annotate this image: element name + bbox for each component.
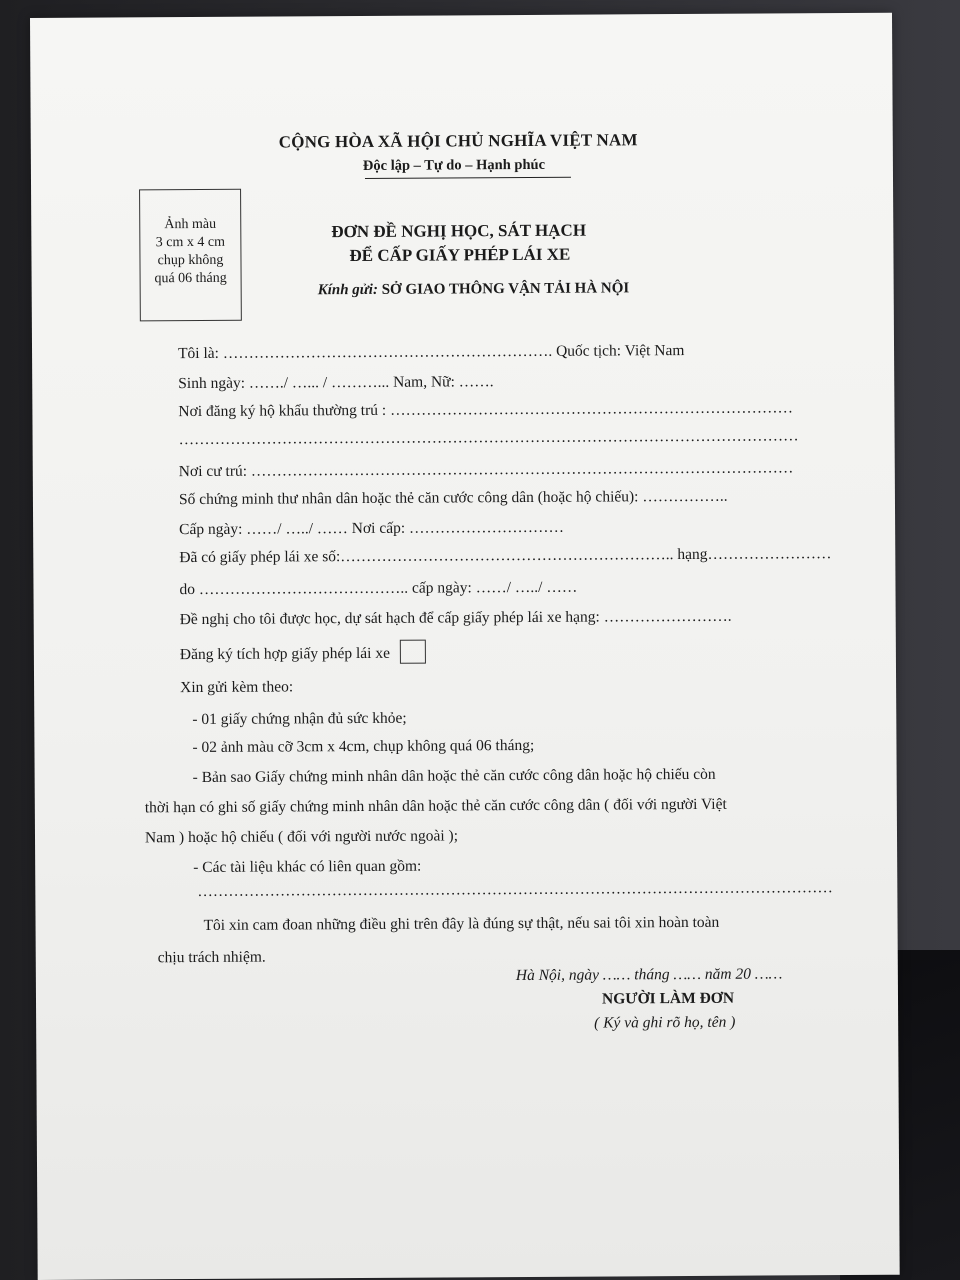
integrate-license-row (180, 640, 426, 666)
application-form-paper (30, 13, 900, 1280)
motto-underline (365, 177, 571, 179)
national-motto: Độc lập – Tự do – Hạnh phúc (362, 156, 546, 174)
form-title-line1: ĐƠN ĐỀ NGHỊ HỌC, SÁT HẠCH (331, 220, 587, 242)
field-birthdate-gender[interactable]: Sinh ngày: ……./ …... / ………... Nam, Nữ: ……. (178, 373, 494, 393)
field-name-nationality[interactable]: Tôi là: ………………………………………………………. Quốc tịch: Việt Nam (178, 342, 685, 363)
field-existing-license[interactable]: Đã có giấy phép lái xe số:……………………………………………………….. hạng…………………… (179, 545, 832, 567)
attachment-item-id-copy-line1: - Bản sao Giấy chứng minh nhân dân hoặc thẻ căn cước công dân hoặc hộ chiếu còn (192, 765, 716, 787)
field-license-issuer-date[interactable]: do ………………………………….. cấp ngày: ……/ …../ …… (179, 578, 578, 599)
attachment-item-id-copy-line2: thời hạn có ghi số giấy chứng minh nhân dân hoặc thẻ căn cước công dân ( đối với người Việt (144, 795, 727, 817)
field-other-docs[interactable]: …………………………………………………………………………………………………………… (197, 879, 833, 900)
attachment-item-id-copy-line3: Nam ) hoặc hộ chiếu ( đối với người nước ngoài ); (144, 827, 459, 847)
field-requested-license-class[interactable]: Đề nghị cho tôi được học, dự sát hạch để cấp giấy phép lái xe hạng: ……………………. (179, 607, 732, 629)
photo-line: chụp không (157, 252, 224, 269)
form-title-line2: ĐỂ CẤP GIẤY PHÉP LÁI XE (349, 244, 571, 266)
field-id-issue-date-place[interactable]: Cấp ngày: ……/ …../ …… Nơi cấp: ………………………… (179, 518, 565, 539)
recipient-name: SỞ GIAO THÔNG VẬN TẢI HÀ NỘI (381, 280, 630, 298)
field-current-residence[interactable]: Nơi cư trú: …………………………………………………………………………………………… (178, 459, 794, 481)
declaration-line1: Tôi xin cam đoan những điều ghi trên đây là đúng sự thật, nếu sai tôi xin hoàn toàn (203, 913, 720, 934)
signature-note: ( Ký và ghi rõ họ, tên ) (594, 1013, 736, 1032)
attachment-item-photos: - 02 ảnh màu cỡ 3cm x 4cm, chụp không quá 06 tháng; (192, 736, 535, 757)
field-id-number[interactable]: Số chứng minh thư nhân dân hoặc thẻ căn cước công dân (hoặc hộ chiếu): …………….. (178, 487, 728, 509)
photo-line: quá 06 tháng (154, 270, 227, 287)
photo-line: Ảnh màu (164, 216, 217, 233)
attachments-heading: Xin gửi kèm theo: (180, 678, 294, 697)
signature-place-date: Hà Nội, ngày …… tháng …… năm 20 …… (515, 965, 783, 985)
national-title: CỘNG HÒA XÃ HỘI CHỦ NGHĨA VIỆT NAM (278, 130, 638, 152)
field-permanent-residence[interactable]: Nơi đăng ký hộ khẩu thường trú : …………………………………………………………………… (178, 399, 794, 421)
recipient-line (318, 280, 630, 299)
attachment-item-health: - 01 giấy chứng nhận đủ sức khỏe; (192, 709, 407, 729)
integrate-license-label: Đăng ký tích hợp giấy phép lái xe (179, 644, 391, 664)
integrate-license-checkbox[interactable] (400, 640, 426, 664)
signature-title: NGƯỜI LÀM ĐƠN (601, 989, 735, 1008)
photo-line: 3 cm x 4 cm (155, 234, 226, 251)
attachment-item-other-docs: - Các tài liệu khác có liên quan gồm: (193, 857, 422, 877)
photo-placeholder-text (140, 216, 240, 289)
recipient-label: Kính gửi: (317, 281, 378, 299)
declaration-line2: chịu trách nhiệm. (157, 948, 266, 967)
photo-placeholder-box (139, 189, 242, 322)
field-permanent-residence-continued[interactable]: ………………………………………………………………………………………………………… (178, 427, 799, 449)
